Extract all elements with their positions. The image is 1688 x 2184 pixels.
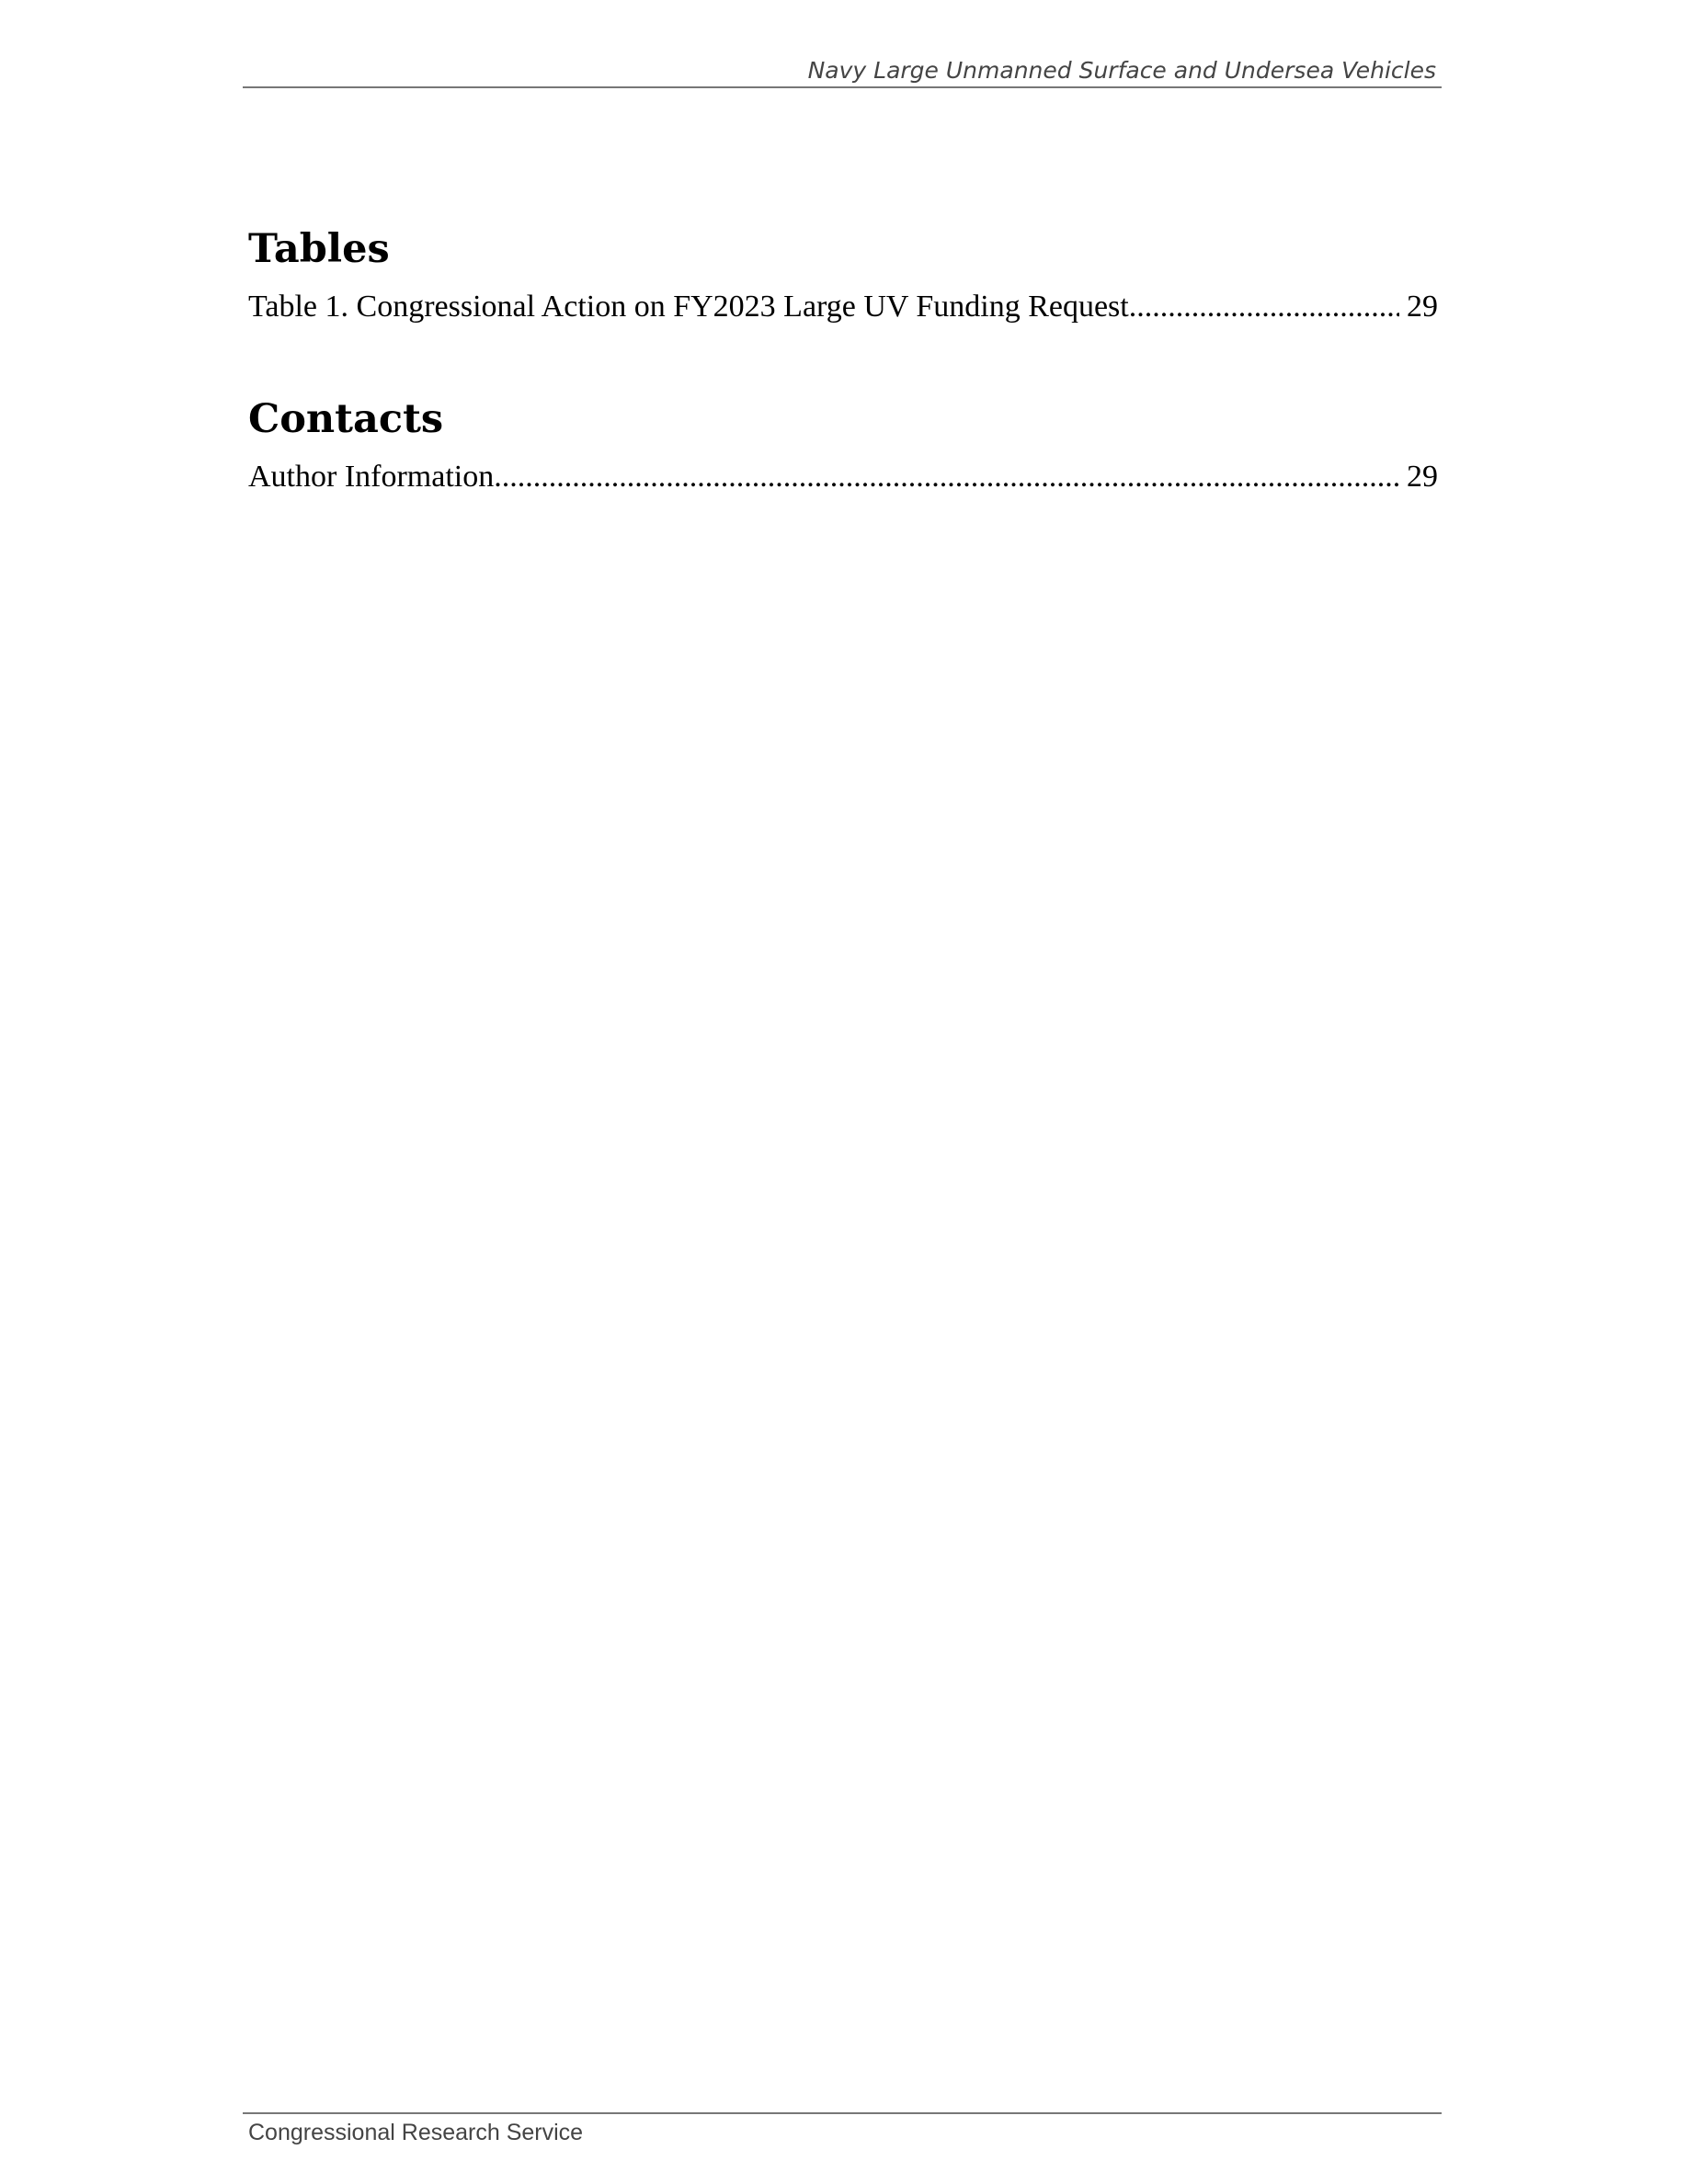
toc-dot-leader bbox=[494, 459, 1399, 496]
toc-entry-label: Table 1. Congressional Action on FY2023 Large UV Funding Request bbox=[248, 290, 1129, 324]
toc-entry-page-number: 29 bbox=[1407, 290, 1438, 324]
toc-entry-author-information[interactable] bbox=[248, 459, 1438, 496]
running-header-title: Navy Large Unmanned Surface and Undersea Vehicles bbox=[807, 57, 1436, 84]
toc-dot-leader bbox=[1129, 289, 1399, 326]
tables-heading: Tables bbox=[248, 226, 390, 272]
footer-publisher: Congressional Research Service bbox=[248, 2120, 584, 2145]
running-footer bbox=[243, 2112, 1442, 2145]
toc-entry-page-number: 29 bbox=[1407, 460, 1438, 494]
running-header bbox=[243, 53, 1442, 88]
contacts-heading: Contacts bbox=[248, 396, 444, 442]
toc-entry-table-1[interactable] bbox=[248, 289, 1438, 326]
toc-entry-label: Author Information bbox=[248, 460, 495, 494]
